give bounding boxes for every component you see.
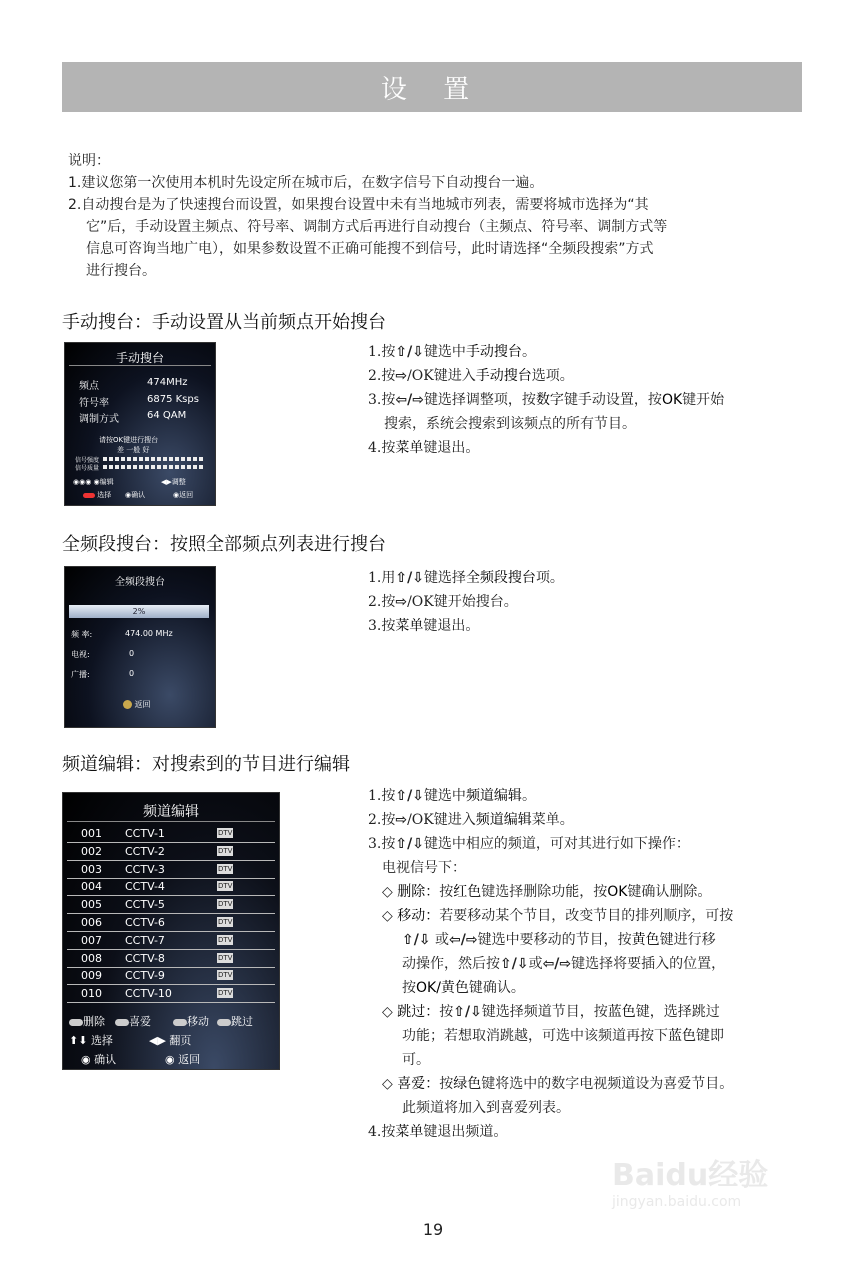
nav-row: ◉确认 [125, 491, 146, 499]
signal-scale: 差 一般 好 [117, 446, 150, 454]
tv-count: 0 [129, 649, 135, 658]
strength-bar [103, 457, 203, 461]
edit-steps: 1.按⇧/⇩键选中频道编辑。 2.按⇨/OK键进入频道编辑菜单。 3.按⇧/⇩键选中相应的频道，可对其进行如下操作： 电视信号下： ◇ 删除：按红色键选择删除功能，按OK键确认删除。 ◇ 移动：若要移动某个节目，改变节目的排列顺序，可按 ⇧/⇩ 或⇦/⇨键选中要移动的节目，按黄色键进行移 动操作，然后按⇧/⇩或⇦/⇨键选择将要插入的位置， 按OK/黄色键确认。 ◇ 跳过：按⇧/⇩键选择频道节目，按蓝色键，选择跳过 功能；若想取消跳越，可选中该频道再按下蓝色键即 可。 ◇ 喜爱：按绿色键将选中的数字电视频道设为喜爱节目。 此频道将加入到喜爱列表。 4.按菜单键退出频道。 [368, 788, 734, 1140]
channel-name: CCTV-9 [125, 969, 165, 983]
intro-item-cont: 它”后，手动设置主频点、符号率、调制方式后再进行自动搜台（主频点、符号率、调制方式等 [86, 219, 668, 235]
channel-edit-screen [62, 792, 280, 1070]
manual-steps: 1.按⇧/⇩键选中手动搜台。 2.按⇨/OK键进入手动搜台选项。 3.按⇦/⇨键选择调整项，按数字键手动设置，按OK键开始 搜索，系统会搜索到该频点的所有节目。 4.按菜单键退出。 [368, 344, 725, 456]
radio-count: 0 [129, 669, 135, 678]
channel-number: 003 [81, 862, 102, 876]
freq-value: 474.00 MHz [125, 629, 173, 638]
legend-skip: 跳过 [217, 1013, 253, 1029]
dtv-badge: DTV [218, 935, 233, 944]
strength-label: 信号强度 [75, 457, 100, 464]
legend-delete: 删除 [69, 1013, 105, 1029]
dtv-badge: DTV [218, 900, 233, 909]
channel-edit-title: 频道编辑：对搜索到的节目进行编辑 [62, 754, 350, 775]
channel-number: 005 [81, 898, 102, 912]
intro-item: 2.自动搜台是为了快速搜台而设置，如果搜台设置中未有当地城市列表，需要将城市选择为“其 [68, 197, 649, 213]
channel-name: CCTV-8 [125, 951, 165, 965]
channel-row[interactable] [67, 861, 275, 879]
channel-row[interactable] [67, 950, 275, 968]
full-search-title: 全频段搜台：按照全部频点列表进行搜台 [62, 534, 386, 555]
freq-value: 474MHz [147, 377, 188, 388]
channel-number: 006 [81, 916, 102, 929]
progress-bar: 2% [69, 605, 209, 618]
channel-row[interactable] [67, 914, 275, 932]
intro-item: 1.建议您第一次使用本机时先设定所在城市后，在数字信号下自动搜台一遍。 [68, 175, 544, 191]
full-steps: 1.用⇧/⇩键选择全频段搜台项。 2.按⇨/OK键开始搜台。 3.按菜单键退出。 [368, 570, 564, 634]
screen-header: 频道编辑 [143, 804, 199, 820]
banner-title: 设 置 [380, 74, 484, 105]
channel-row[interactable] [67, 985, 275, 1003]
channel-row[interactable] [67, 896, 275, 914]
nav-row: ◉返回 [173, 491, 194, 499]
channel-name: CCTV-4 [125, 880, 165, 894]
nav-row: ◀▶调整 [161, 478, 186, 486]
nav-row: ◉◉◉ ◉编辑 [73, 478, 114, 486]
channel-number: 004 [81, 880, 102, 894]
screen-header: 全频段搜台 [115, 577, 165, 588]
intro-item-cont: 进行搜台。 [86, 263, 156, 279]
legend-ok: ◉ 确认 [81, 1053, 117, 1066]
full-search-screen [64, 566, 216, 728]
dtv-badge: DTV [218, 953, 233, 962]
symbol-value: 6875 Ksps [147, 394, 199, 405]
freq-label: 频 率: [71, 630, 93, 639]
legend-back: ◉ 返回 [165, 1053, 201, 1066]
mod-value: 64 QAM [147, 410, 187, 421]
mod-label: 调制方式 [79, 414, 119, 425]
quality-label: 信号质量 [75, 465, 100, 472]
radio-label: 广播: [71, 670, 90, 679]
channel-name: CCTV-3 [125, 862, 165, 876]
channel-number: 001 [81, 827, 102, 840]
intro-item-cont: 信息可咨询当地广电），如果参数设置不正确可能搜不到信号，此时请选择“全频段搜索”方式 [86, 241, 654, 257]
dtv-badge: DTV [218, 829, 233, 837]
dtv-badge: DTV [218, 971, 233, 980]
channel-name: CCTV-7 [125, 933, 165, 947]
tv-label: 电视: [71, 650, 90, 659]
channel-number: 008 [81, 951, 102, 965]
dtv-badge: DTV [218, 989, 233, 998]
channel-name: CCTV-6 [125, 916, 165, 929]
channel-row[interactable] [67, 825, 275, 843]
dtv-badge: DTV [218, 918, 233, 926]
intro-notes [68, 150, 808, 282]
manual-search-screen [64, 342, 216, 506]
dtv-badge: DTV [218, 882, 233, 891]
channel-number: 009 [81, 969, 102, 983]
channel-number: 010 [81, 987, 102, 1001]
channel-name: CCTV-5 [125, 898, 165, 912]
freq-label: 频点 [79, 381, 99, 392]
symbol-label: 符号率 [79, 398, 109, 409]
nav-row: 选择 [83, 490, 111, 500]
dtv-badge: DTV [218, 864, 233, 873]
channel-row[interactable] [67, 932, 275, 950]
channel-row[interactable] [67, 967, 275, 985]
channel-name: CCTV-10 [125, 987, 172, 1001]
legend-select: ⬆⬇ 选择 [69, 1034, 113, 1047]
channel-row[interactable] [67, 843, 275, 861]
legend-fav: 喜爱 [115, 1013, 151, 1029]
channel-name: CCTV-2 [125, 844, 165, 858]
channel-row[interactable] [67, 878, 275, 896]
channel-number: 007 [81, 933, 102, 947]
dtv-badge: DTV [218, 846, 233, 855]
quality-bar [103, 465, 203, 469]
channel-name: CCTV-1 [125, 827, 165, 840]
page-number: 19 [422, 1220, 444, 1239]
manual-search-title: 手动搜台：手动设置从当前频点开始搜台 [62, 312, 386, 333]
search-hint: 请按OK键进行搜台 [99, 436, 159, 444]
back-hint: 返回 [123, 699, 151, 710]
screen-header: 手动搜台 [115, 351, 164, 365]
page-banner [62, 62, 802, 112]
watermark: Baidu经验 jingyan.baidu.com [612, 1158, 769, 1210]
legend-page: ◀▶ 翻页 [149, 1034, 192, 1047]
intro-heading: 说明： [68, 153, 110, 169]
channel-number: 002 [81, 844, 102, 858]
legend-move: 移动 [173, 1013, 209, 1029]
